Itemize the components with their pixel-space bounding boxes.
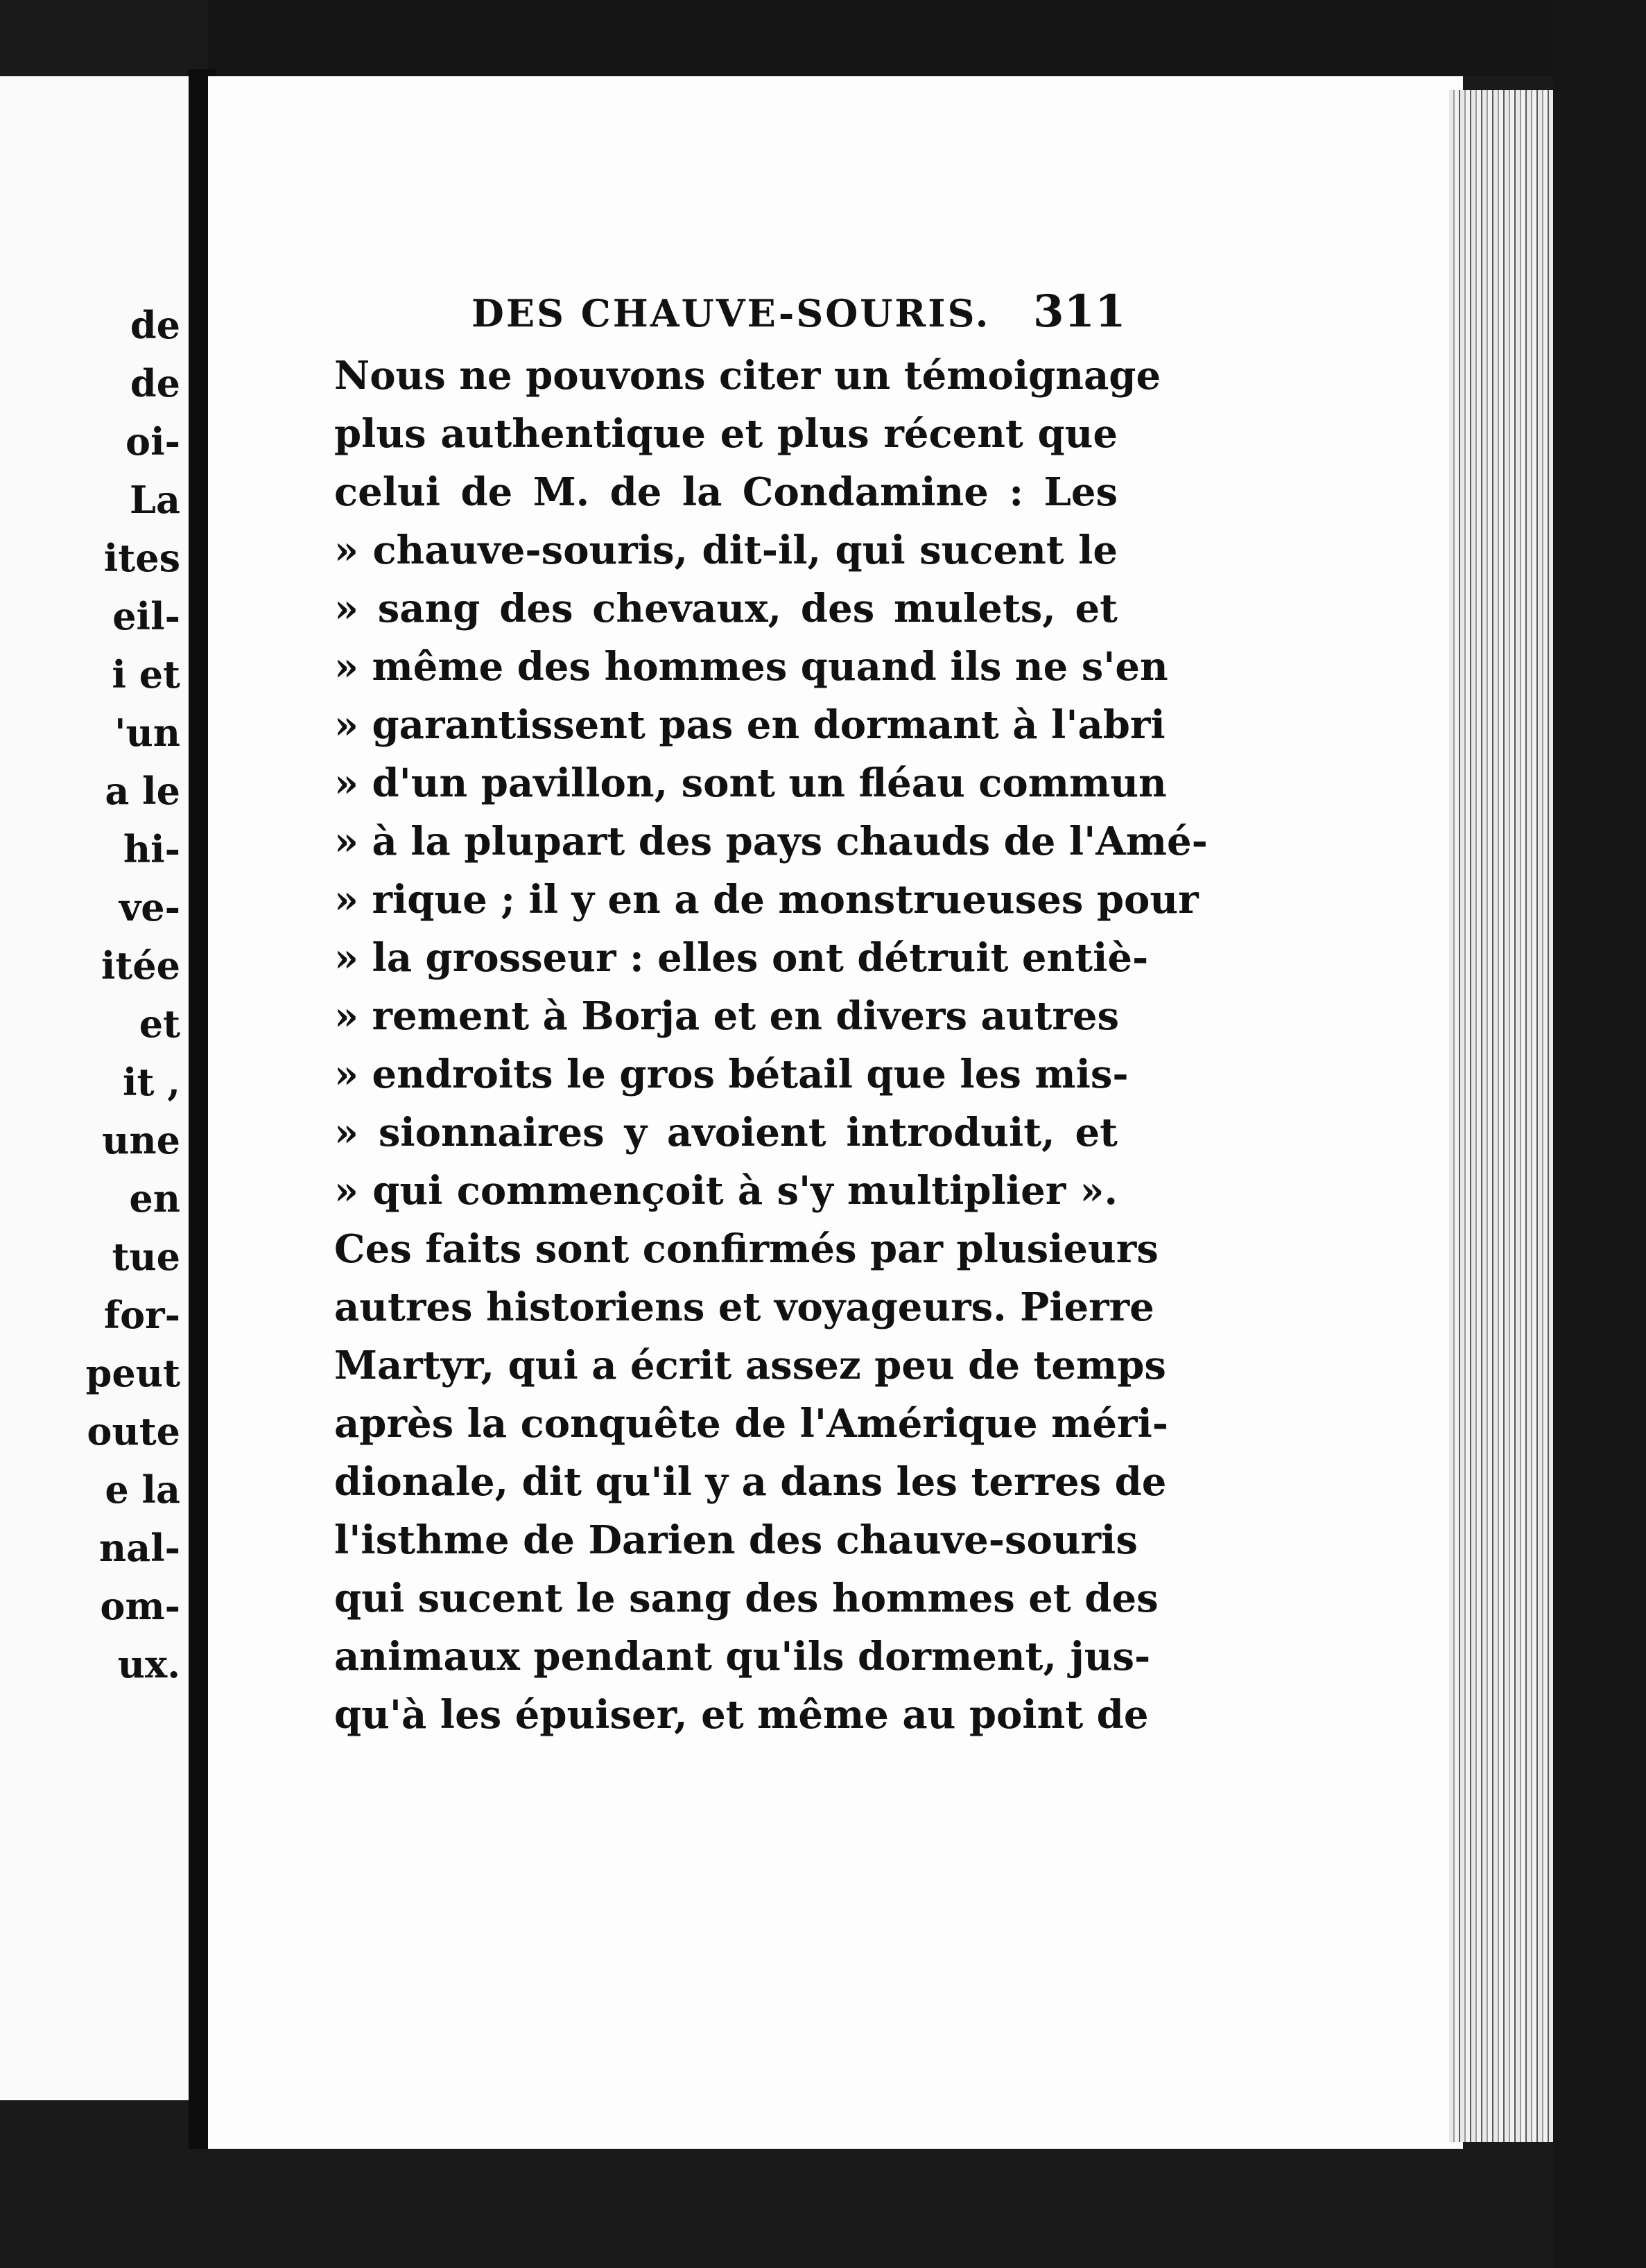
text-line: qui sucent le sang des hommes et des bbox=[334, 1576, 1159, 1621]
text-line: » même des hommes quand ils ne s'en bbox=[334, 644, 1168, 690]
text-line: » la grosseur : elles ont détruit entiè- bbox=[334, 935, 1149, 981]
left-page bbox=[0, 76, 193, 2100]
left-page-fragment: it , bbox=[122, 1060, 180, 1104]
text-line: l'isthme de Darien des chauve-souris bbox=[334, 1517, 1138, 1563]
scan-background-top bbox=[208, 0, 1646, 76]
left-page-fragment: oute bbox=[87, 1409, 180, 1454]
left-page-fragment: tue bbox=[112, 1235, 180, 1279]
text-line: qu'à les épuiser, et même au point de bbox=[334, 1692, 1149, 1738]
text-line: celui de M. de la Condamine : Les bbox=[334, 469, 1118, 515]
left-page-fragment: om- bbox=[100, 1584, 180, 1628]
text-line: » sang des chevaux, des mulets, et bbox=[334, 586, 1118, 631]
left-page-fragment: et bbox=[139, 1002, 180, 1046]
text-line: après la conquête de l'Amérique méri- bbox=[334, 1401, 1169, 1447]
text-line: Nous ne pouvons citer un témoignage bbox=[334, 353, 1161, 399]
left-page-fragment: 'un bbox=[114, 710, 180, 755]
text-line: » qui commençoit à s'y multiplier ». bbox=[334, 1168, 1118, 1214]
text-line: » garantissent pas en dormant à l'abri bbox=[334, 702, 1166, 748]
text-line: plus authentique et plus récent que bbox=[334, 411, 1118, 457]
text-line: Ces faits sont confirmés par plusieurs bbox=[334, 1226, 1159, 1272]
scan-background-right bbox=[1553, 0, 1646, 2268]
left-page-fragment: oi- bbox=[125, 419, 180, 464]
text-line: » à la plupart des pays chauds de l'Amé- bbox=[334, 819, 1208, 864]
left-page-fragment: i et bbox=[112, 652, 180, 697]
left-page-fragment: e la bbox=[105, 1467, 180, 1512]
left-page-fragment: de bbox=[130, 361, 180, 405]
left-page-fragment: ux. bbox=[117, 1642, 180, 1686]
page-edges bbox=[1449, 90, 1553, 2142]
left-page-fragment: a le bbox=[105, 769, 180, 813]
left-page-fragment: en bbox=[129, 1176, 180, 1221]
page-number: 311 bbox=[1033, 286, 1126, 338]
text-line: » d'un pavillon, sont un fléau commun bbox=[334, 760, 1167, 806]
text-line: » rique ; il y en a de monstrueuses pour bbox=[334, 877, 1199, 923]
left-page-fragment: ve- bbox=[119, 885, 180, 930]
left-page-fragment: peut bbox=[85, 1351, 180, 1395]
left-page-fragment: hi- bbox=[123, 827, 180, 871]
left-page-fragment: de bbox=[130, 303, 180, 347]
left-page-fragment: ites bbox=[103, 536, 180, 580]
text-line: Martyr, qui a écrit assez peu de temps bbox=[334, 1343, 1166, 1388]
text-line: dionale, dit qu'il y a dans les terres de bbox=[334, 1459, 1167, 1505]
left-page-fragment: eil- bbox=[112, 594, 180, 638]
left-page-fragment: La bbox=[130, 478, 180, 522]
left-page-fragment: nal- bbox=[98, 1526, 180, 1570]
text-line: animaux pendant qu'ils dorment, jus- bbox=[334, 1634, 1151, 1680]
text-line: » endroits le gros bétail que les mis- bbox=[334, 1052, 1129, 1097]
text-line: » sionnaires y avoient introduit, et bbox=[334, 1110, 1118, 1155]
text-line: autres historiens et voyageurs. Pierre bbox=[334, 1284, 1154, 1330]
running-head: DES CHAUVE-SOURIS. bbox=[471, 291, 991, 335]
left-page-fragment: for- bbox=[103, 1293, 180, 1337]
text-line: » rement à Borja et en divers autres bbox=[334, 993, 1120, 1039]
left-page-fragment: une bbox=[102, 1118, 180, 1162]
left-page-fragment: itée bbox=[101, 943, 180, 988]
text-line: » chauve-souris, dit-il, qui sucent le bbox=[334, 527, 1118, 573]
